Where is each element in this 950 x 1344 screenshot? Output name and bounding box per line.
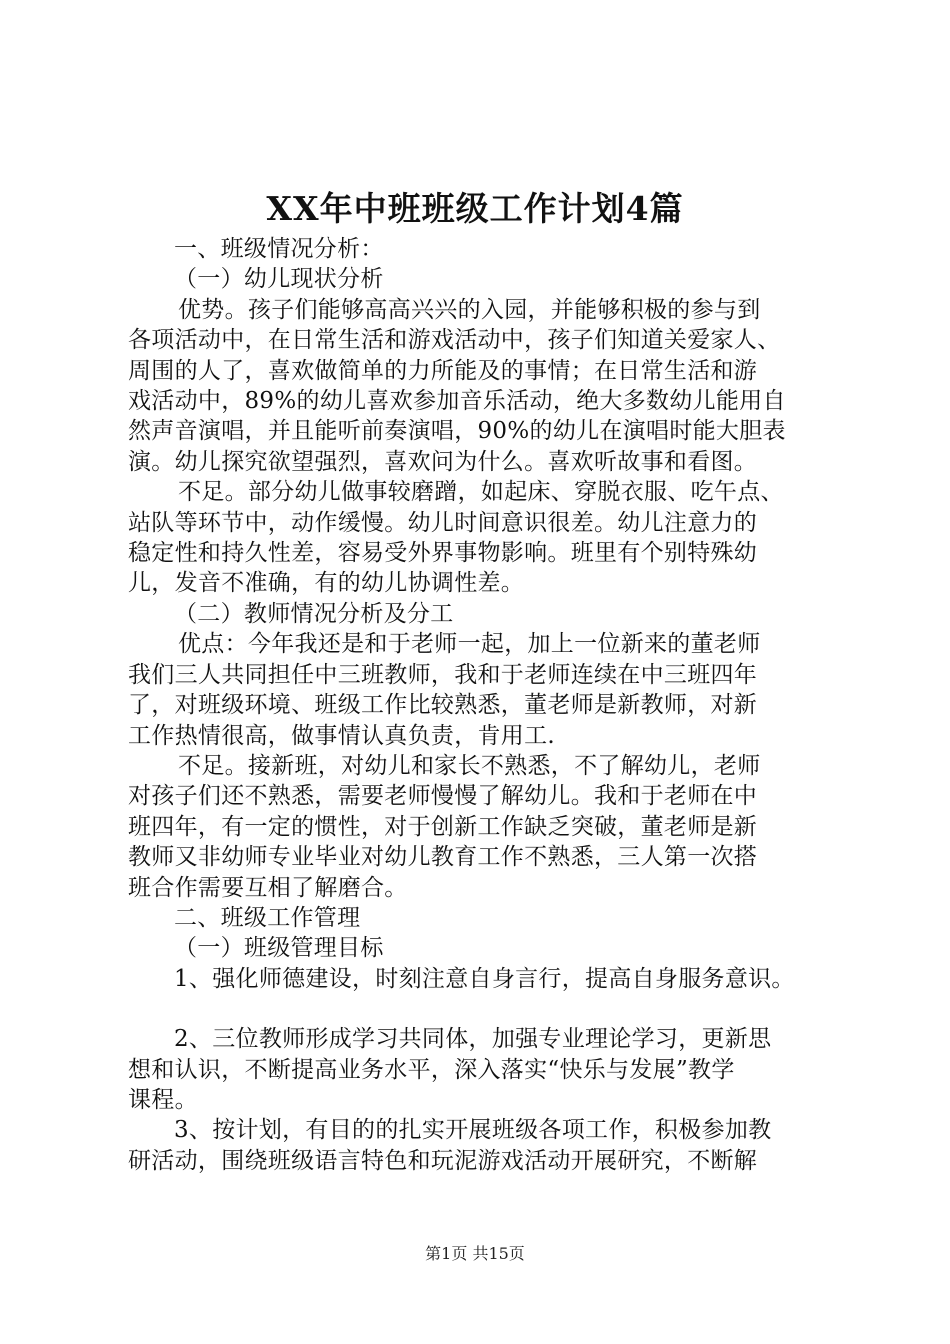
- paragraph-line: 戏活动中，89%的幼儿喜欢参加音乐活动，绝大多数幼儿能用自: [128, 388, 786, 415]
- paragraph-line: 演。幼儿探究欲望强烈，喜欢问为什么。喜欢听故事和看图。: [128, 448, 758, 475]
- subsection-heading-1-1: （一）幼儿现状分析: [174, 266, 384, 293]
- paragraph-line: 优点：今年我还是和于老师一起，加上一位新来的董老师: [178, 631, 761, 658]
- paragraph-line: 不足。接新班，对幼儿和家长不熟悉，不了解幼儿，老师: [178, 752, 761, 779]
- document-title: XX年中班班级工作计划4篇: [266, 189, 684, 228]
- paragraph-line: 然声音演唱，并且能听前奏演唱，90%的幼儿在演唱时能大胆表: [128, 418, 786, 445]
- list-item-3: 3、按计划，有目的的扎实开展班级各项工作，积极参加教: [174, 1117, 772, 1144]
- paragraph-line: 班四年，有一定的惯性，对于创新工作缺乏突破，董老师是新: [128, 813, 758, 840]
- paragraph-line: 对孩子们还不熟悉，需要老师慢慢了解幼儿。我和于老师在中: [128, 783, 758, 810]
- list-item-1: 1、强化师德建设，时刻注意自身言行，提高自身服务意识。: [174, 965, 795, 992]
- subsection-heading-2-1: （一）班级管理目标: [174, 935, 384, 962]
- paragraph-line: 课程。: [128, 1086, 198, 1113]
- paragraph-line: 不足。部分幼儿做事较磨蹭，如起床、穿脱衣服、吃午点、: [178, 479, 784, 506]
- paragraph-line: 我们三人共同担任中三班教师，我和于老师连续在中三班四年: [128, 661, 758, 688]
- document-body: [128, 234, 828, 1176]
- page-number: 第1页 共15页: [425, 1244, 525, 1263]
- paragraph-line: 了，对班级环境、班级工作比较熟悉，董老师是新教师，对新: [128, 692, 758, 719]
- paragraph-line: 班合作需要互相了解磨合。: [128, 874, 408, 901]
- paragraph-line: 工作热情很高，做事情认真负责，肯用工.: [128, 722, 556, 749]
- subsection-heading-1-2: （二）教师情况分析及分工: [174, 600, 454, 627]
- section-heading-1: 一、班级情况分析：: [174, 236, 384, 262]
- paragraph-line: 优势。孩子们能够高高兴兴的入园，并能够积极的参与到: [178, 296, 761, 323]
- paragraph-line: 儿，发音不准确，有的幼儿协调性差。: [128, 570, 525, 597]
- list-item-2: 2、三位教师形成学习共同体，加强专业理论学习，更新思: [174, 1026, 772, 1053]
- blank-line: [128, 994, 828, 1024]
- paragraph-line: 周围的人了，喜欢做简单的力所能及的事情；在日常生活和游: [128, 357, 758, 384]
- paragraph-line: 各项活动中，在日常生活和游戏活动中，孩子们知道关爱家人、: [128, 327, 781, 354]
- paragraph-line: 教师又非幼师专业毕业对幼儿教育工作不熟悉，三人第一次搭: [128, 844, 758, 871]
- paragraph-line: 稳定性和持久性差，容易受外界事物影响。班里有个别特殊幼: [128, 540, 758, 567]
- paragraph-line: 站队等环节中，动作缓慢。幼儿时间意识很差。幼儿注意力的: [128, 509, 758, 536]
- section-heading-2: 二、班级工作管理: [174, 904, 361, 931]
- paragraph-line: 研活动，围绕班级语言特色和玩泥游戏活动开展研究，不断解: [128, 1147, 758, 1174]
- paragraph-line: 想和认识，不断提高业务水平，深入落实“快乐与发展”教学: [128, 1056, 735, 1083]
